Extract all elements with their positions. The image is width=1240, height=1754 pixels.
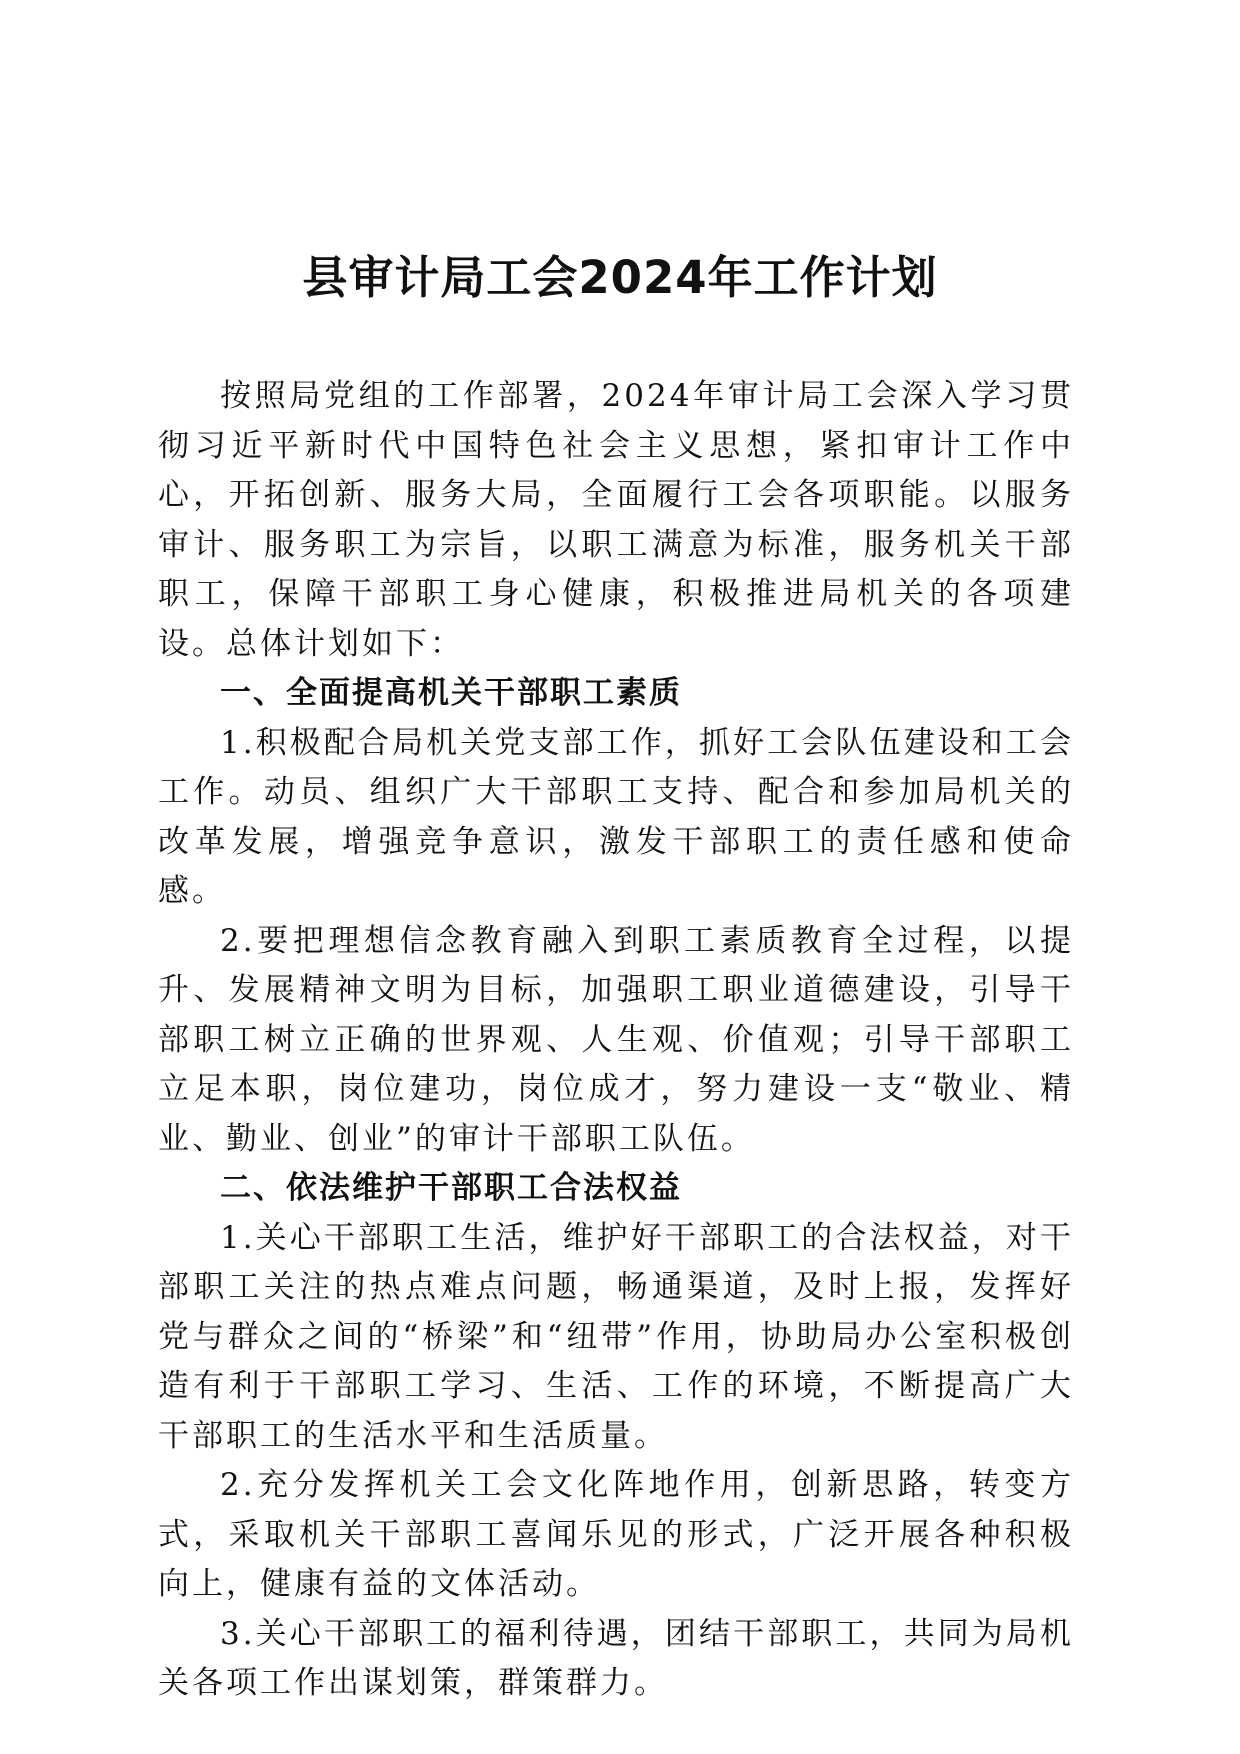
section-heading-2: 二、依法维护干部职工合法权益 [220,1170,682,1206]
intro-paragraph: 按照局党组的工作部署，2024年审计局工会深入学习贯彻习近平新时代中国特色社会主义思想，紧扣审计工作中心，开拓创新、服务大局，全面履行工会各项职能。以服务审计、服务职工为宗旨，以职工满意为标准，服务机关干部职工，保障干部职工身心健康，积极推进局机关的各项建设。总体计划如下： [158,378,1074,662]
section-heading-1: 一、全面提高机关干部职工素质 [220,675,682,711]
document-title: 县审计局工会2024年工作计划 [302,251,938,304]
section1-item-1: 1.积极配合局机关党支部工作，抓好工会队伍建设和工会工作。动员、组织广大干部职工支持、配合和参加局机关的改革发展，增强竞争意识，激发干部职工的责任感和使命感。 [158,724,1074,909]
section2-item-3: 3.关心干部职工的福利待遇，团结干部职工，共同为局机关各项工作出谋划策，群策群力。 [158,1615,1074,1701]
document-body [158,372,1074,1709]
section1-item-2: 2.要把理想信念教育融入到职工素质教育全过程，以提升、发展精神文明为目标，加强职工职业道德建设，引导干部职工树立正确的世界观、人生观、价值观；引导干部职工立足本职，岗位建功，岗位成才，努力建设一支“敬业、精业、勤业、创业”的审计干部职工队伍。 [158,922,1074,1157]
section2-item-2: 2.充分发挥机关工会文化阵地作用，创新思路，转变方式，采取机关干部职工喜闻乐见的形式，广泛开展各种积极向上，健康有益的文体活动。 [158,1467,1074,1602]
section2-item-1: 1.关心干部职工生活，维护好干部职工的合法权益，对干部职工关注的热点难点问题，畅通渠道，及时上报，发挥好党与群众之间的“桥梁”和“纽带”作用，协助局办公室积极创造有利于干部职工学习、生活、工作的环境，不断提高广大干部职工的生活水平和生活质量。 [158,1219,1074,1454]
